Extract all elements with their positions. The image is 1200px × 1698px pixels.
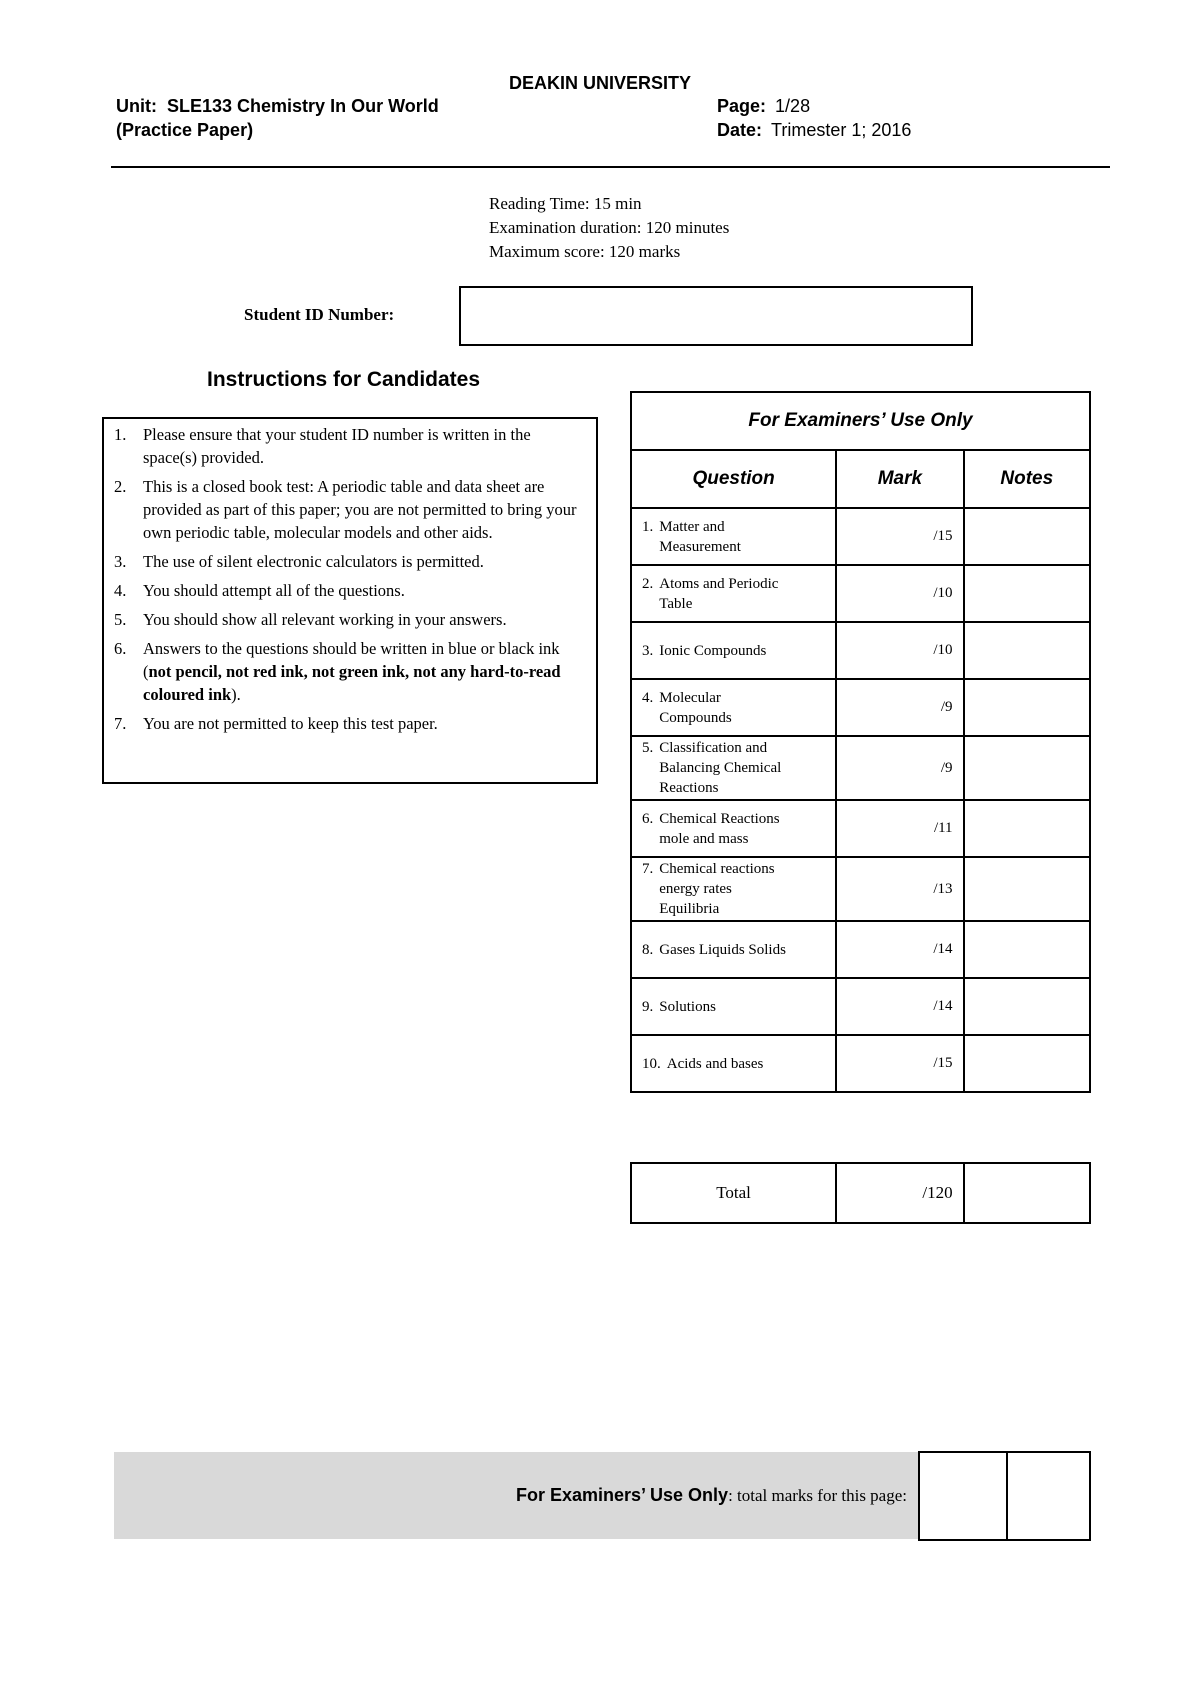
student-id-field[interactable] bbox=[459, 286, 973, 346]
instruction-item bbox=[114, 423, 588, 469]
question-topic-line: Matter and bbox=[659, 518, 725, 535]
notes-cell[interactable] bbox=[964, 857, 1090, 921]
instructions-title: Instructions for Candidates bbox=[207, 368, 481, 391]
question-topic-line: energy rates bbox=[659, 881, 732, 897]
exam-duration: Examination duration: 120 minutes bbox=[489, 218, 730, 237]
total-row bbox=[631, 1163, 1090, 1223]
mark-cell: /13 bbox=[836, 857, 963, 921]
question-number: 4. bbox=[642, 689, 654, 706]
question-number: 1. bbox=[642, 518, 654, 535]
column-header-notes: Notes bbox=[964, 450, 1090, 508]
instruction-text: The use of silent electronic calculators is permitted. bbox=[143, 552, 484, 571]
question-number: 6. bbox=[642, 810, 654, 827]
instruction-text bbox=[143, 637, 588, 706]
table-row bbox=[631, 622, 1090, 679]
date-line bbox=[717, 120, 911, 141]
page-marks-box-2[interactable] bbox=[1004, 1451, 1091, 1541]
question-topic-line: Chemical reactions bbox=[659, 861, 775, 877]
question-cell bbox=[631, 800, 836, 857]
date-label: Date: bbox=[717, 120, 763, 140]
table-row bbox=[631, 736, 1090, 800]
question-topic-line: Solutions bbox=[659, 998, 716, 1015]
question-cell bbox=[631, 1035, 836, 1092]
question-topic bbox=[659, 574, 778, 614]
question-topic bbox=[659, 738, 781, 798]
notes-cell[interactable] bbox=[964, 978, 1090, 1035]
examiners-table bbox=[630, 391, 1091, 1093]
instruction-text-part: Answers to the questions should be written in blue or black ink ( bbox=[143, 639, 560, 681]
mark-cell: /14 bbox=[836, 921, 963, 978]
question-topic bbox=[659, 997, 716, 1017]
mark-cell: /14 bbox=[836, 978, 963, 1035]
date-value: Trimester 1; 2016 bbox=[771, 120, 912, 140]
page-line bbox=[717, 96, 810, 117]
notes-cell[interactable] bbox=[964, 736, 1090, 800]
question-cell bbox=[631, 921, 836, 978]
unit-value: SLE133 Chemistry In Our World bbox=[167, 96, 439, 116]
question-topic-line: Classification and bbox=[659, 740, 768, 756]
question-topic-line: Atoms and Periodic bbox=[659, 575, 779, 592]
notes-cell[interactable] bbox=[964, 508, 1090, 565]
total-table bbox=[630, 1162, 1091, 1224]
instruction-number: 1. bbox=[114, 425, 127, 444]
university-name: DEAKIN UNIVERSITY bbox=[508, 73, 692, 93]
unit-line bbox=[116, 96, 439, 117]
instruction-item bbox=[114, 475, 588, 544]
total-mark: /120 bbox=[836, 1163, 964, 1223]
question-topic-line: Equilibria bbox=[659, 901, 720, 917]
question-topic-line: Balancing Chemical bbox=[659, 760, 782, 776]
question-topic bbox=[659, 517, 741, 557]
notes-cell[interactable] bbox=[964, 679, 1090, 736]
instruction-text: This is a closed book test: A periodic table and data sheet are provided as part of this paper; you are not permitted to bring your own periodic table, molecular models and other aids. bbox=[143, 477, 577, 542]
instruction-text: You should show all relevant working in your answers. bbox=[143, 610, 507, 629]
total-notes-cell[interactable] bbox=[964, 1163, 1090, 1223]
question-topic-line: Acids and bases bbox=[666, 1055, 764, 1072]
question-topic-line: Measurement bbox=[659, 538, 741, 555]
footer-text bbox=[114, 1485, 907, 1506]
question-number: 9. bbox=[642, 998, 654, 1015]
question-topic-line: Molecular bbox=[659, 689, 721, 706]
question-cell bbox=[631, 508, 836, 565]
mark-cell: /15 bbox=[836, 1035, 963, 1092]
paper-type: (Practice Paper) bbox=[116, 120, 254, 140]
question-number: 5. bbox=[642, 740, 654, 756]
question-topic-line: Ionic Compounds bbox=[659, 642, 767, 659]
question-cell bbox=[631, 736, 836, 800]
table-row bbox=[631, 921, 1090, 978]
question-number: 2. bbox=[642, 575, 654, 592]
question-number: 10. bbox=[642, 1055, 661, 1072]
instruction-item bbox=[114, 579, 588, 602]
question-number: 3. bbox=[642, 642, 654, 659]
mark-cell: /15 bbox=[836, 508, 963, 565]
instruction-number: 2. bbox=[114, 477, 127, 496]
mark-cell: /10 bbox=[836, 565, 963, 622]
instruction-item bbox=[114, 550, 588, 573]
question-cell bbox=[631, 565, 836, 622]
instruction-item bbox=[114, 712, 588, 735]
student-id-label: Student ID Number: bbox=[244, 305, 395, 324]
footer-rest-text: : total marks for this page: bbox=[728, 1486, 907, 1505]
instruction-text: Please ensure that your student ID number is written in the space(s) provided. bbox=[143, 425, 531, 467]
instruction-number: 5. bbox=[114, 610, 127, 629]
instruction-text-part: ). bbox=[231, 685, 241, 704]
table-row bbox=[631, 1035, 1090, 1092]
notes-cell[interactable] bbox=[964, 921, 1090, 978]
instruction-number: 7. bbox=[114, 714, 127, 733]
mark-cell: /10 bbox=[836, 622, 963, 679]
total-label: Total bbox=[631, 1163, 836, 1223]
instruction-number: 3. bbox=[114, 552, 127, 571]
instructions-list bbox=[114, 423, 588, 735]
question-cell bbox=[631, 978, 836, 1035]
notes-cell[interactable] bbox=[964, 800, 1090, 857]
instruction-number: 6. bbox=[114, 639, 127, 658]
question-number: 8. bbox=[642, 941, 654, 958]
page-marks-box-1[interactable] bbox=[918, 1451, 1008, 1541]
question-topic-line: Chemical Reactions bbox=[659, 810, 780, 827]
question-topic bbox=[667, 1054, 764, 1074]
mark-cell: /9 bbox=[836, 736, 963, 800]
question-topic bbox=[659, 940, 786, 960]
notes-cell[interactable] bbox=[964, 622, 1090, 679]
question-topic-line: mole and mass bbox=[659, 830, 749, 847]
table-row bbox=[631, 508, 1090, 565]
reading-time: Reading Time: 15 min bbox=[489, 194, 642, 213]
instruction-text-emphasis: not pencil, not red ink, not green ink, not any hard-to-read coloured ink bbox=[143, 662, 561, 704]
exam-info bbox=[489, 192, 729, 264]
question-cell bbox=[631, 622, 836, 679]
notes-cell[interactable] bbox=[964, 1035, 1090, 1092]
header-divider bbox=[111, 166, 1110, 168]
page-value: 1/28 bbox=[775, 96, 811, 116]
column-header-question: Question bbox=[631, 450, 836, 508]
question-topic-line: Reactions bbox=[659, 780, 719, 796]
table-row bbox=[631, 679, 1090, 736]
table-row bbox=[631, 978, 1090, 1035]
question-topic-line: Compounds bbox=[659, 709, 732, 726]
max-score: Maximum score: 120 marks bbox=[489, 242, 681, 261]
table-row bbox=[631, 857, 1090, 921]
instruction-item bbox=[114, 637, 588, 706]
question-topic bbox=[659, 809, 779, 849]
question-topic bbox=[659, 688, 732, 728]
unit-label: Unit: bbox=[116, 96, 157, 116]
instruction-number: 4. bbox=[114, 581, 127, 600]
notes-cell[interactable] bbox=[964, 565, 1090, 622]
question-topic bbox=[659, 859, 774, 919]
table-row bbox=[631, 565, 1090, 622]
question-topic bbox=[659, 641, 766, 661]
mark-cell: /11 bbox=[836, 800, 963, 857]
question-cell bbox=[631, 857, 836, 921]
question-topic-line: Gases Liquids Solids bbox=[659, 941, 786, 958]
question-cell bbox=[631, 679, 836, 736]
instructions-box bbox=[102, 417, 598, 784]
instruction-text: You are not permitted to keep this test paper. bbox=[143, 714, 438, 733]
table-row bbox=[631, 800, 1090, 857]
instruction-text: You should attempt all of the questions. bbox=[143, 581, 405, 600]
mark-cell: /9 bbox=[836, 679, 963, 736]
question-number: 7. bbox=[642, 861, 654, 877]
question-topic-line: Table bbox=[659, 595, 693, 612]
page-label: Page: bbox=[717, 96, 767, 116]
instruction-item bbox=[114, 608, 588, 631]
examiners-table-title: For Examiners’ Use Only bbox=[631, 392, 1090, 450]
column-header-mark: Mark bbox=[836, 450, 963, 508]
footer-bold-text: For Examiners’ Use Only bbox=[515, 1485, 729, 1505]
